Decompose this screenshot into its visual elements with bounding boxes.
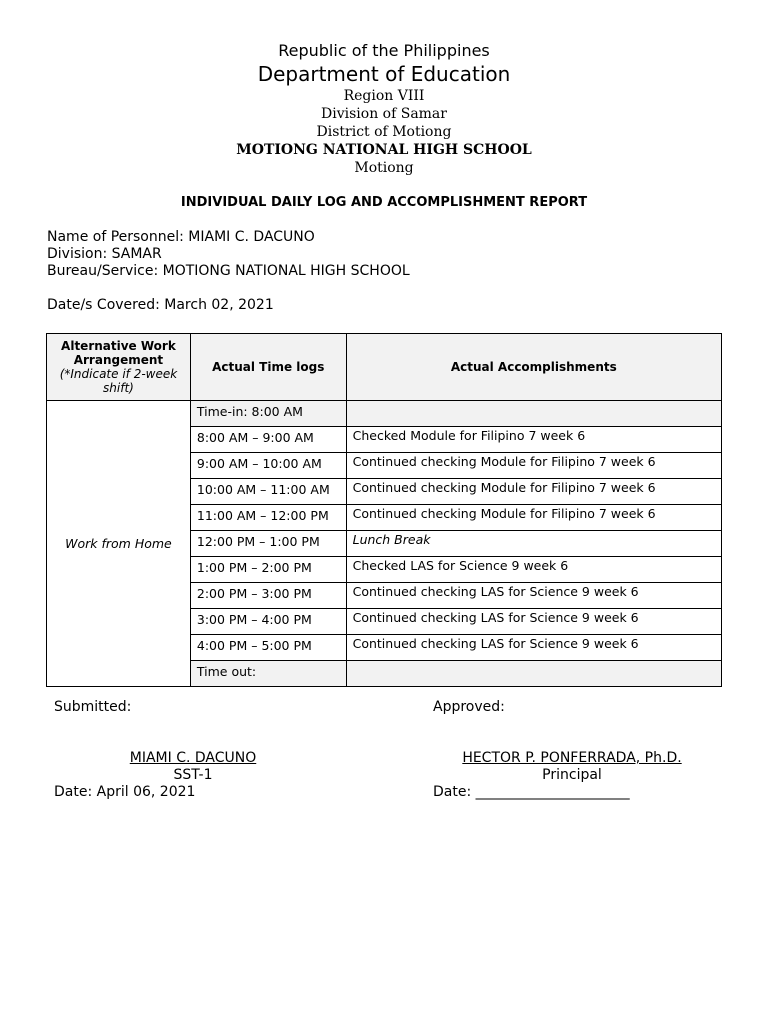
time-cell: Time-in: 8:00 AM <box>190 401 346 427</box>
accomplishment-cell <box>346 401 721 427</box>
report-title: INDIVIDUAL DAILY LOG AND ACCOMPLISHMENT REPORT <box>180 195 588 210</box>
personnel-bureau: Bureau/Service: MOTIONG NATIONAL HIGH SCHOOL <box>47 263 410 279</box>
accomplishment-cell: Continued checking LAS for Science 9 week 6 <box>346 583 721 609</box>
time-cell: 11:00 AM – 12:00 PM <box>190 505 346 531</box>
personnel-division: Division: SAMAR <box>47 246 162 262</box>
time-cell: 12:00 PM – 1:00 PM <box>190 531 346 557</box>
time-cell: 10:00 AM – 11:00 AM <box>190 479 346 505</box>
time-cell: 3:00 PM – 4:00 PM <box>190 609 346 635</box>
time-cell: 1:00 PM – 2:00 PM <box>190 557 346 583</box>
accomplishment-cell: Continued checking Module for Filipino 7 week 6 <box>346 453 721 479</box>
dates-covered: Date/s Covered: March 02, 2021 <box>47 297 274 313</box>
accomplishment-cell: Continued checking Module for Filipino 7 week 6 <box>346 505 721 531</box>
accomplishment-cell: Continued checking Module for Filipino 7 week 6 <box>346 479 721 505</box>
time-cell: 8:00 AM – 9:00 AM <box>190 427 346 453</box>
header-region: Region VIII <box>343 88 425 104</box>
header-republic: Republic of the Philippines <box>278 41 490 60</box>
table-header-row <box>47 334 722 401</box>
header-time-logs: Actual Time logs <box>190 334 346 401</box>
approver-date: Date: ______________________ <box>433 784 630 800</box>
time-cell: 9:00 AM – 10:00 AM <box>190 453 346 479</box>
header-school: MOTIONG NATIONAL HIGH SCHOOL <box>236 142 532 158</box>
header-arrangement-note: (*Indicate if 2-week shift) <box>59 367 178 395</box>
submitter-position: SST-1 <box>173 767 213 783</box>
submitter-date: Date: April 06, 2021 <box>54 784 196 800</box>
arrangement-cell: Work from Home <box>47 401 191 687</box>
approved-label: Approved: <box>433 699 505 715</box>
table-row <box>47 401 722 427</box>
personnel-name: Name of Personnel: MIAMI C. DACUNO <box>47 229 315 245</box>
accomplishment-cell: Continued checking LAS for Science 9 week 6 <box>346 609 721 635</box>
header-town: Motiong <box>354 160 414 176</box>
accomplishment-cell: Lunch Break <box>346 531 721 557</box>
approver-name: HECTOR P. PONFERRADA, Ph.D. <box>462 750 682 766</box>
header-arrangement <box>47 334 191 401</box>
accomplishment-cell: Checked LAS for Science 9 week 6 <box>346 557 721 583</box>
time-cell: Time out: <box>190 661 346 687</box>
submitter-name: MIAMI C. DACUNO <box>129 750 257 766</box>
header-department: Department of Education <box>257 62 511 86</box>
time-cell: 2:00 PM – 3:00 PM <box>190 583 346 609</box>
time-cell: 4:00 PM – 5:00 PM <box>190 635 346 661</box>
header-accomplishments: Actual Accomplishments <box>346 334 721 401</box>
submitted-label: Submitted: <box>54 699 132 715</box>
accomplishment-cell: Continued checking LAS for Science 9 week 6 <box>346 635 721 661</box>
header-division: Division of Samar <box>321 106 447 122</box>
approver-position: Principal <box>542 767 602 783</box>
accomplishment-cell <box>346 661 721 687</box>
header-arrangement-main: Alternative Work Arrangement <box>61 339 176 367</box>
daily-log-table <box>46 333 722 687</box>
accomplishment-cell: Checked Module for Filipino 7 week 6 <box>346 427 721 453</box>
header-district: District of Motiong <box>316 124 452 140</box>
